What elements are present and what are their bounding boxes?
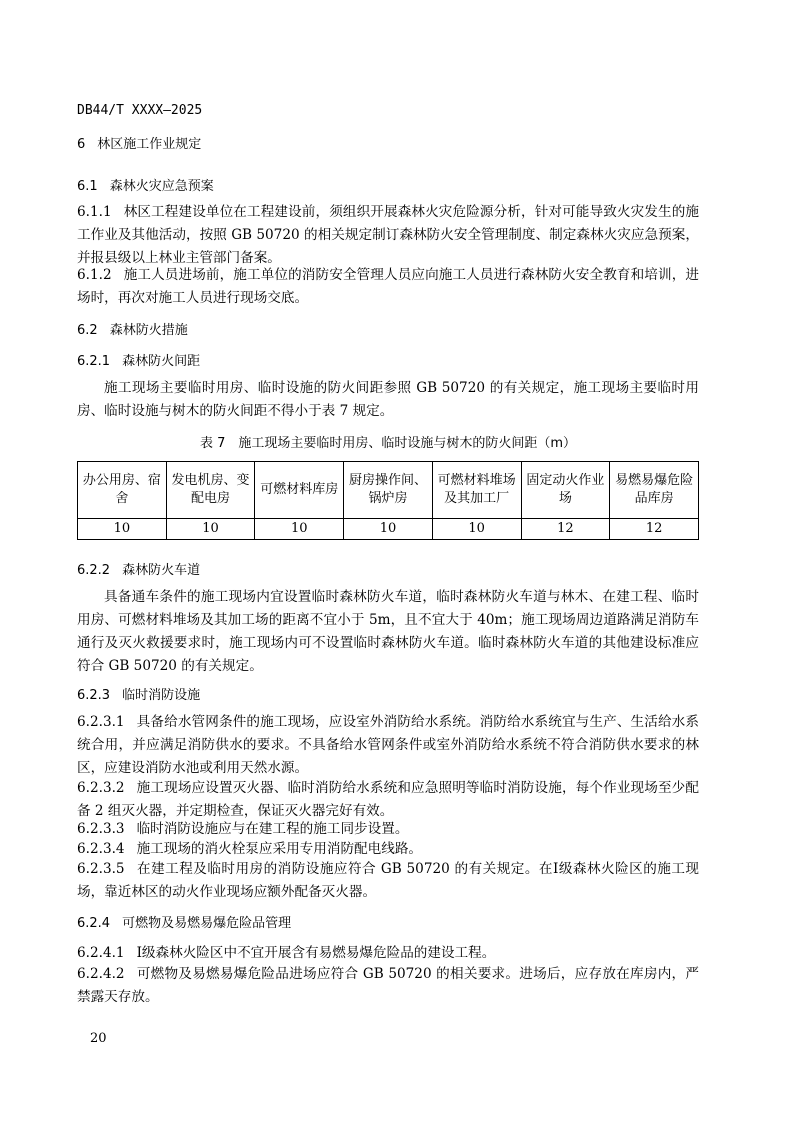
clause-6-2-1-text: 施工现场主要临时用房、临时设施的防火间距参照 GB 50720 的有关规定，施工现场主要临时用房、临时设施与树木的防火间距不得小于表 7 规定。 — [77, 380, 699, 419]
table-header-cell: 厨房操作间、锅炉房 — [344, 462, 433, 519]
table-7-caption: 表 7 施工现场主要临时用房、临时设施与树木的防火间距（m） — [199, 436, 577, 451]
table-header-cell: 办公用房、宿舍 — [78, 462, 167, 519]
clause-6-2-3-2: 6.2.3.2 施工现场应设置灭火器、临时消防给水系统和应急照明等临时消防设施，每个作业现场至少配备 2 组灭火器，并定期检查，保证灭火器完好有效。 — [77, 780, 699, 819]
table-header-cell: 可燃材料库房 — [255, 462, 344, 519]
table-cell: 10 — [255, 519, 344, 540]
table-cell: 10 — [432, 519, 521, 540]
section-6-2-3-heading: 6.2.3 临时消防设施 — [77, 688, 201, 703]
clause-6-1-1: 6.1.1 林区工程建设单位在工程建设前，须组织开展森林火灾危险源分析，针对可能导致火灾发生的施工作业及其他活动，按照 GB 50720 的相关规定制订森林防火安全管理制度、制定森林火灾应急预案，并报县级以上林业主管部门备案。 — [77, 204, 699, 266]
section-6-heading: 6 林区施工作业规定 — [77, 137, 202, 152]
clause-6-2-4-1: 6.2.4.1 Ⅰ级森林火险区中不宜开展含有易燃易爆危险品的建设工程。 — [77, 945, 496, 961]
table-cell: 10 — [166, 519, 255, 540]
table-header-cell: 固定动火作业场 — [521, 462, 610, 519]
clause-6-2-3-5: 6.2.3.5 在建工程及临时用房的消防设施应符合 GB 50720 的有关规定。在Ⅰ级森林火险区的施工现场，靠近林区的动火作业现场应额外配备灭火器。 — [77, 861, 699, 900]
table-cell: 10 — [78, 519, 167, 540]
table-header-cell: 发电机房、变配电房 — [166, 462, 255, 519]
page-number: 20 — [90, 1031, 107, 1046]
clause-6-2-2-text: 具备通车条件的施工现场内宜设置临时森林防火车道，临时森林防火车道与林木、在建工程、临时用房、可燃材料堆场及其加工场的距离不宜小于 5m，且不宜大于 40m；施工现场周边道路满足消防车通行及灭火救援要求时，施工现场内可不设置临时森林防火车道。临时森林防火车道的其他建设标准应符合 GB 50720 的有关规定。 — [77, 589, 699, 674]
table-cell: 12 — [610, 519, 699, 540]
clause-6-2-3-1: 6.2.3.1 具备给水管网条件的施工现场，应设室外消防给水系统。消防给水系统宜与生产、生活给水系统合用，并应满足消防供水的要求。不具备给水管网条件或室外消防给水系统不符合消防供水要求的林区，应建设消防水池或利用天然水源。 — [77, 714, 699, 776]
table-header-cell: 可燃材料堆场及其加工厂 — [432, 462, 521, 519]
section-6-2-2-heading: 6.2.2 森林防火车道 — [77, 563, 201, 578]
section-6-2-4-heading: 6.2.4 可燃物及易燃易爆危险品管理 — [77, 916, 292, 931]
section-6-2-1-heading: 6.2.1 森林防火间距 — [77, 354, 201, 369]
table-cell: 10 — [344, 519, 433, 540]
clause-6-2-3-4: 6.2.3.4 施工现场的消火栓泵应采用专用消防配电线路。 — [77, 841, 423, 857]
standard-header: DB44/T XXXX—2025 — [77, 103, 203, 118]
clause-6-2-3-3: 6.2.3.3 临时消防设施应与在建工程的施工同步设置。 — [77, 821, 409, 837]
table-cell: 12 — [521, 519, 610, 540]
clause-6-2-4-2: 6.2.4.2 可燃物及易燃易爆危险品进场应符合 GB 50720 的相关要求。进场后，应存放在库房内，严禁露天存放。 — [77, 966, 699, 1005]
table-header-row — [78, 462, 699, 519]
clause-6-1-2: 6.1.2 施工人员进场前，施工单位的消防安全管理人员应向施工人员进行森林防火安全教育和培训，进场时，再次对施工人员进行现场交底。 — [77, 267, 699, 306]
table-header-cell: 易燃易爆危险品库房 — [610, 462, 699, 519]
table-row — [78, 519, 699, 540]
fire-distance-table — [77, 461, 699, 540]
section-6-1-heading: 6.1 森林火灾应急预案 — [77, 179, 214, 194]
section-6-2-heading: 6.2 森林防火措施 — [77, 323, 188, 338]
